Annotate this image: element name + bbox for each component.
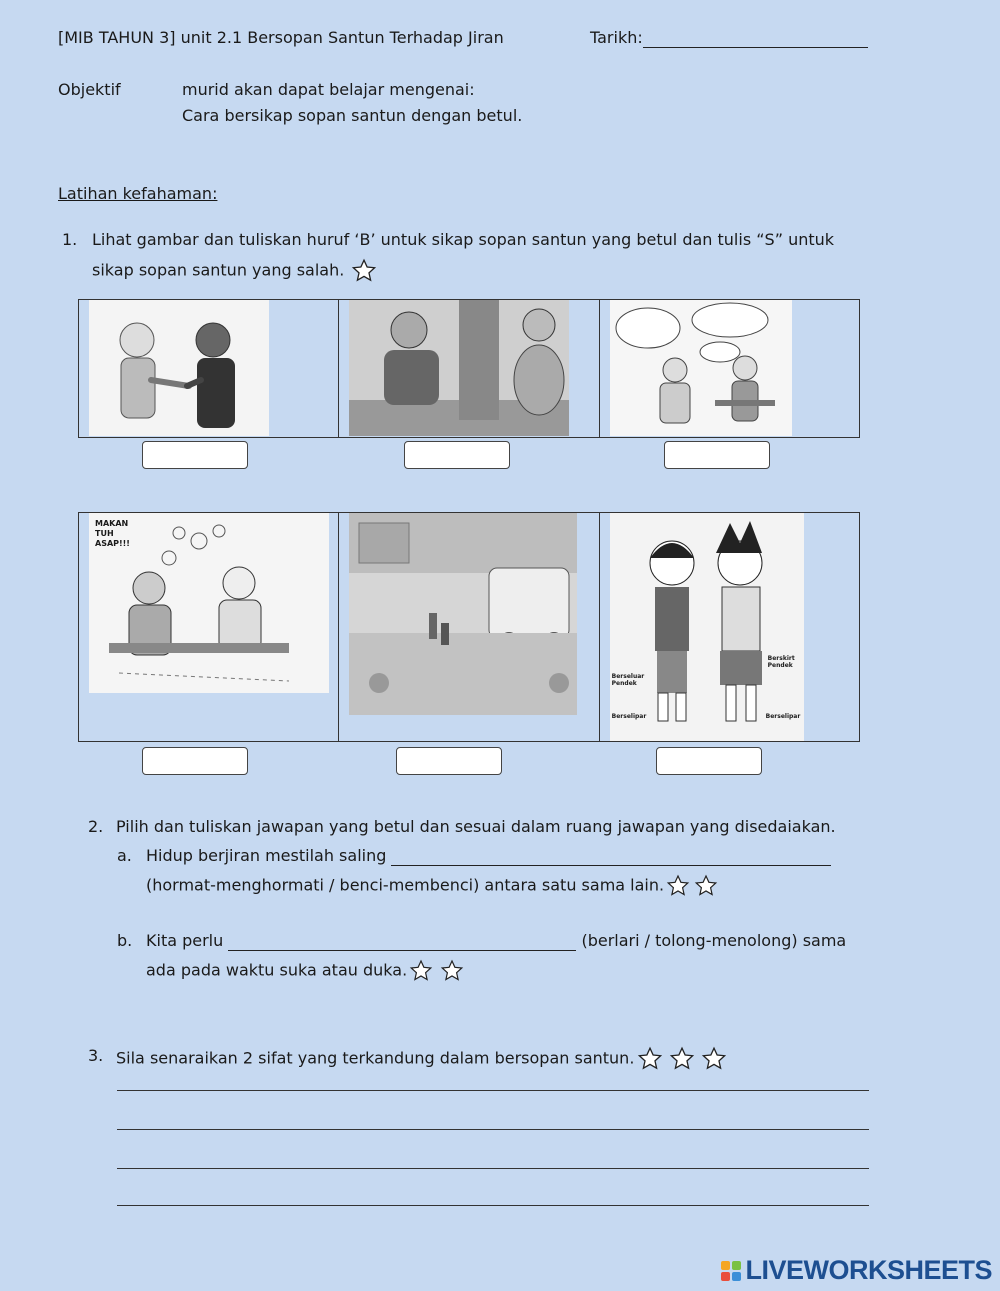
- picture-speech-bubbles: [610, 300, 792, 436]
- answer-line-3-1[interactable]: [117, 1090, 869, 1091]
- logo-badge-tile: [721, 1261, 730, 1270]
- question-2b-before: Kita perlu: [146, 931, 224, 950]
- section-title: Latihan kefahaman:: [58, 184, 218, 203]
- picture-cell-6: [600, 513, 859, 741]
- answer-box-3[interactable]: [664, 441, 770, 469]
- question-2a-options: (hormat-menghormati / benci-membenci) antara satu sama lain.: [146, 875, 665, 895]
- objective-line-1: murid akan dapat belajar mengenai:: [182, 80, 475, 99]
- picture-row-2: [78, 512, 860, 742]
- picture-4-caption: MAKAN TUH ASAP!!!: [95, 519, 130, 548]
- label-berselipar-left: Berselipar: [611, 713, 647, 720]
- question-2a-text: Hidup berjiran mestilah saling: [146, 846, 387, 865]
- question-2b-line-2-text: ada pada waktu suka atau duka.: [146, 960, 408, 980]
- date-field: [590, 28, 868, 48]
- picture-cell-1: [79, 300, 339, 437]
- answer-blank-2a[interactable]: [391, 848, 831, 866]
- question-3-number: 3.: [88, 1046, 104, 1065]
- answer-box-5[interactable]: [396, 747, 502, 775]
- picture-cell-3: [600, 300, 859, 437]
- logo-badge-tile: [732, 1261, 741, 1270]
- objective-line-2: Cara bersikap sopan santun dengan betul.: [182, 106, 523, 125]
- answer-line-3-4[interactable]: [117, 1205, 869, 1206]
- logo-text: LIVEWORKSHEETS: [745, 1255, 992, 1285]
- worksheet-title: [MIB TAHUN 3] unit 2.1 Bersopan Santun Terhadap Jiran: [58, 28, 504, 47]
- date-blank[interactable]: [643, 30, 868, 48]
- logo-badge-tile: [721, 1272, 730, 1281]
- question-2b-line-1: [146, 931, 846, 951]
- star-icon: [698, 1046, 730, 1072]
- label-berskirt-pendek: Berskirt Pendek: [767, 655, 795, 669]
- label-berselipar-right: Berselipar: [765, 713, 801, 720]
- picture-cell-5: [339, 513, 599, 741]
- question-2b-line-2: [146, 959, 469, 983]
- question-3-text: Sila senaraikan 2 sifat yang terkandung dalam bersopan santun.: [116, 1048, 635, 1068]
- label-berseluar-pendek: Berseluar Pendek: [611, 673, 645, 687]
- answer-line-3-2[interactable]: [117, 1129, 869, 1130]
- answer-line-3-3[interactable]: [117, 1168, 869, 1169]
- picture-cell-2: [339, 300, 599, 437]
- star-icon: [666, 1046, 698, 1072]
- answer-box-2[interactable]: [404, 441, 510, 469]
- question-1-line-2: [92, 258, 379, 284]
- question-2-text: Pilih dan tuliskan jawapan yang betul dan sesuai dalam ruang jawapan yang disedaiakan.: [116, 817, 836, 836]
- logo-badge-tile: [732, 1272, 741, 1281]
- answer-blank-2b[interactable]: [228, 933, 576, 951]
- question-2a-line-1: [146, 846, 831, 866]
- picture-smoking: [89, 513, 329, 693]
- question-2-number: 2.: [88, 817, 104, 836]
- picture-boy-girl: [610, 513, 804, 741]
- star-icon: [664, 874, 692, 898]
- star-icon: [692, 874, 720, 898]
- picture-bus-seat: [349, 300, 569, 436]
- picture-row-1: [78, 299, 860, 438]
- question-1-line-1: Lihat gambar dan tuliskan huruf ‘B’ untuk sikap sopan santun yang betul dan tulis “S” untuk: [92, 230, 835, 249]
- objective-label: Objektif: [58, 80, 121, 99]
- star-icon: [634, 1046, 666, 1072]
- picture-cell-4: [79, 513, 339, 741]
- answer-box-1[interactable]: [142, 441, 248, 469]
- question-2b-mark: b.: [117, 931, 133, 950]
- question-2b-after: (berlari / tolong-menolong) sama: [581, 931, 847, 950]
- question-2a-mark: a.: [117, 846, 132, 865]
- question-3-line: [116, 1046, 730, 1072]
- question-1-line-2-text: sikap sopan santun yang salah.: [92, 260, 345, 280]
- date-label: Tarikh:: [590, 28, 643, 47]
- picture-street-bus: [349, 513, 577, 715]
- liveworksheets-logo: [721, 1255, 992, 1286]
- picture-handshake: [89, 300, 269, 436]
- star-icon: [349, 258, 379, 284]
- answer-box-6[interactable]: [656, 747, 762, 775]
- logo-badge: [721, 1261, 741, 1281]
- answer-box-4[interactable]: [142, 747, 248, 775]
- question-2a-line-2: [146, 874, 720, 898]
- question-1-number: 1.: [62, 230, 78, 249]
- star-icon: [407, 959, 435, 983]
- star-icon: [435, 959, 469, 983]
